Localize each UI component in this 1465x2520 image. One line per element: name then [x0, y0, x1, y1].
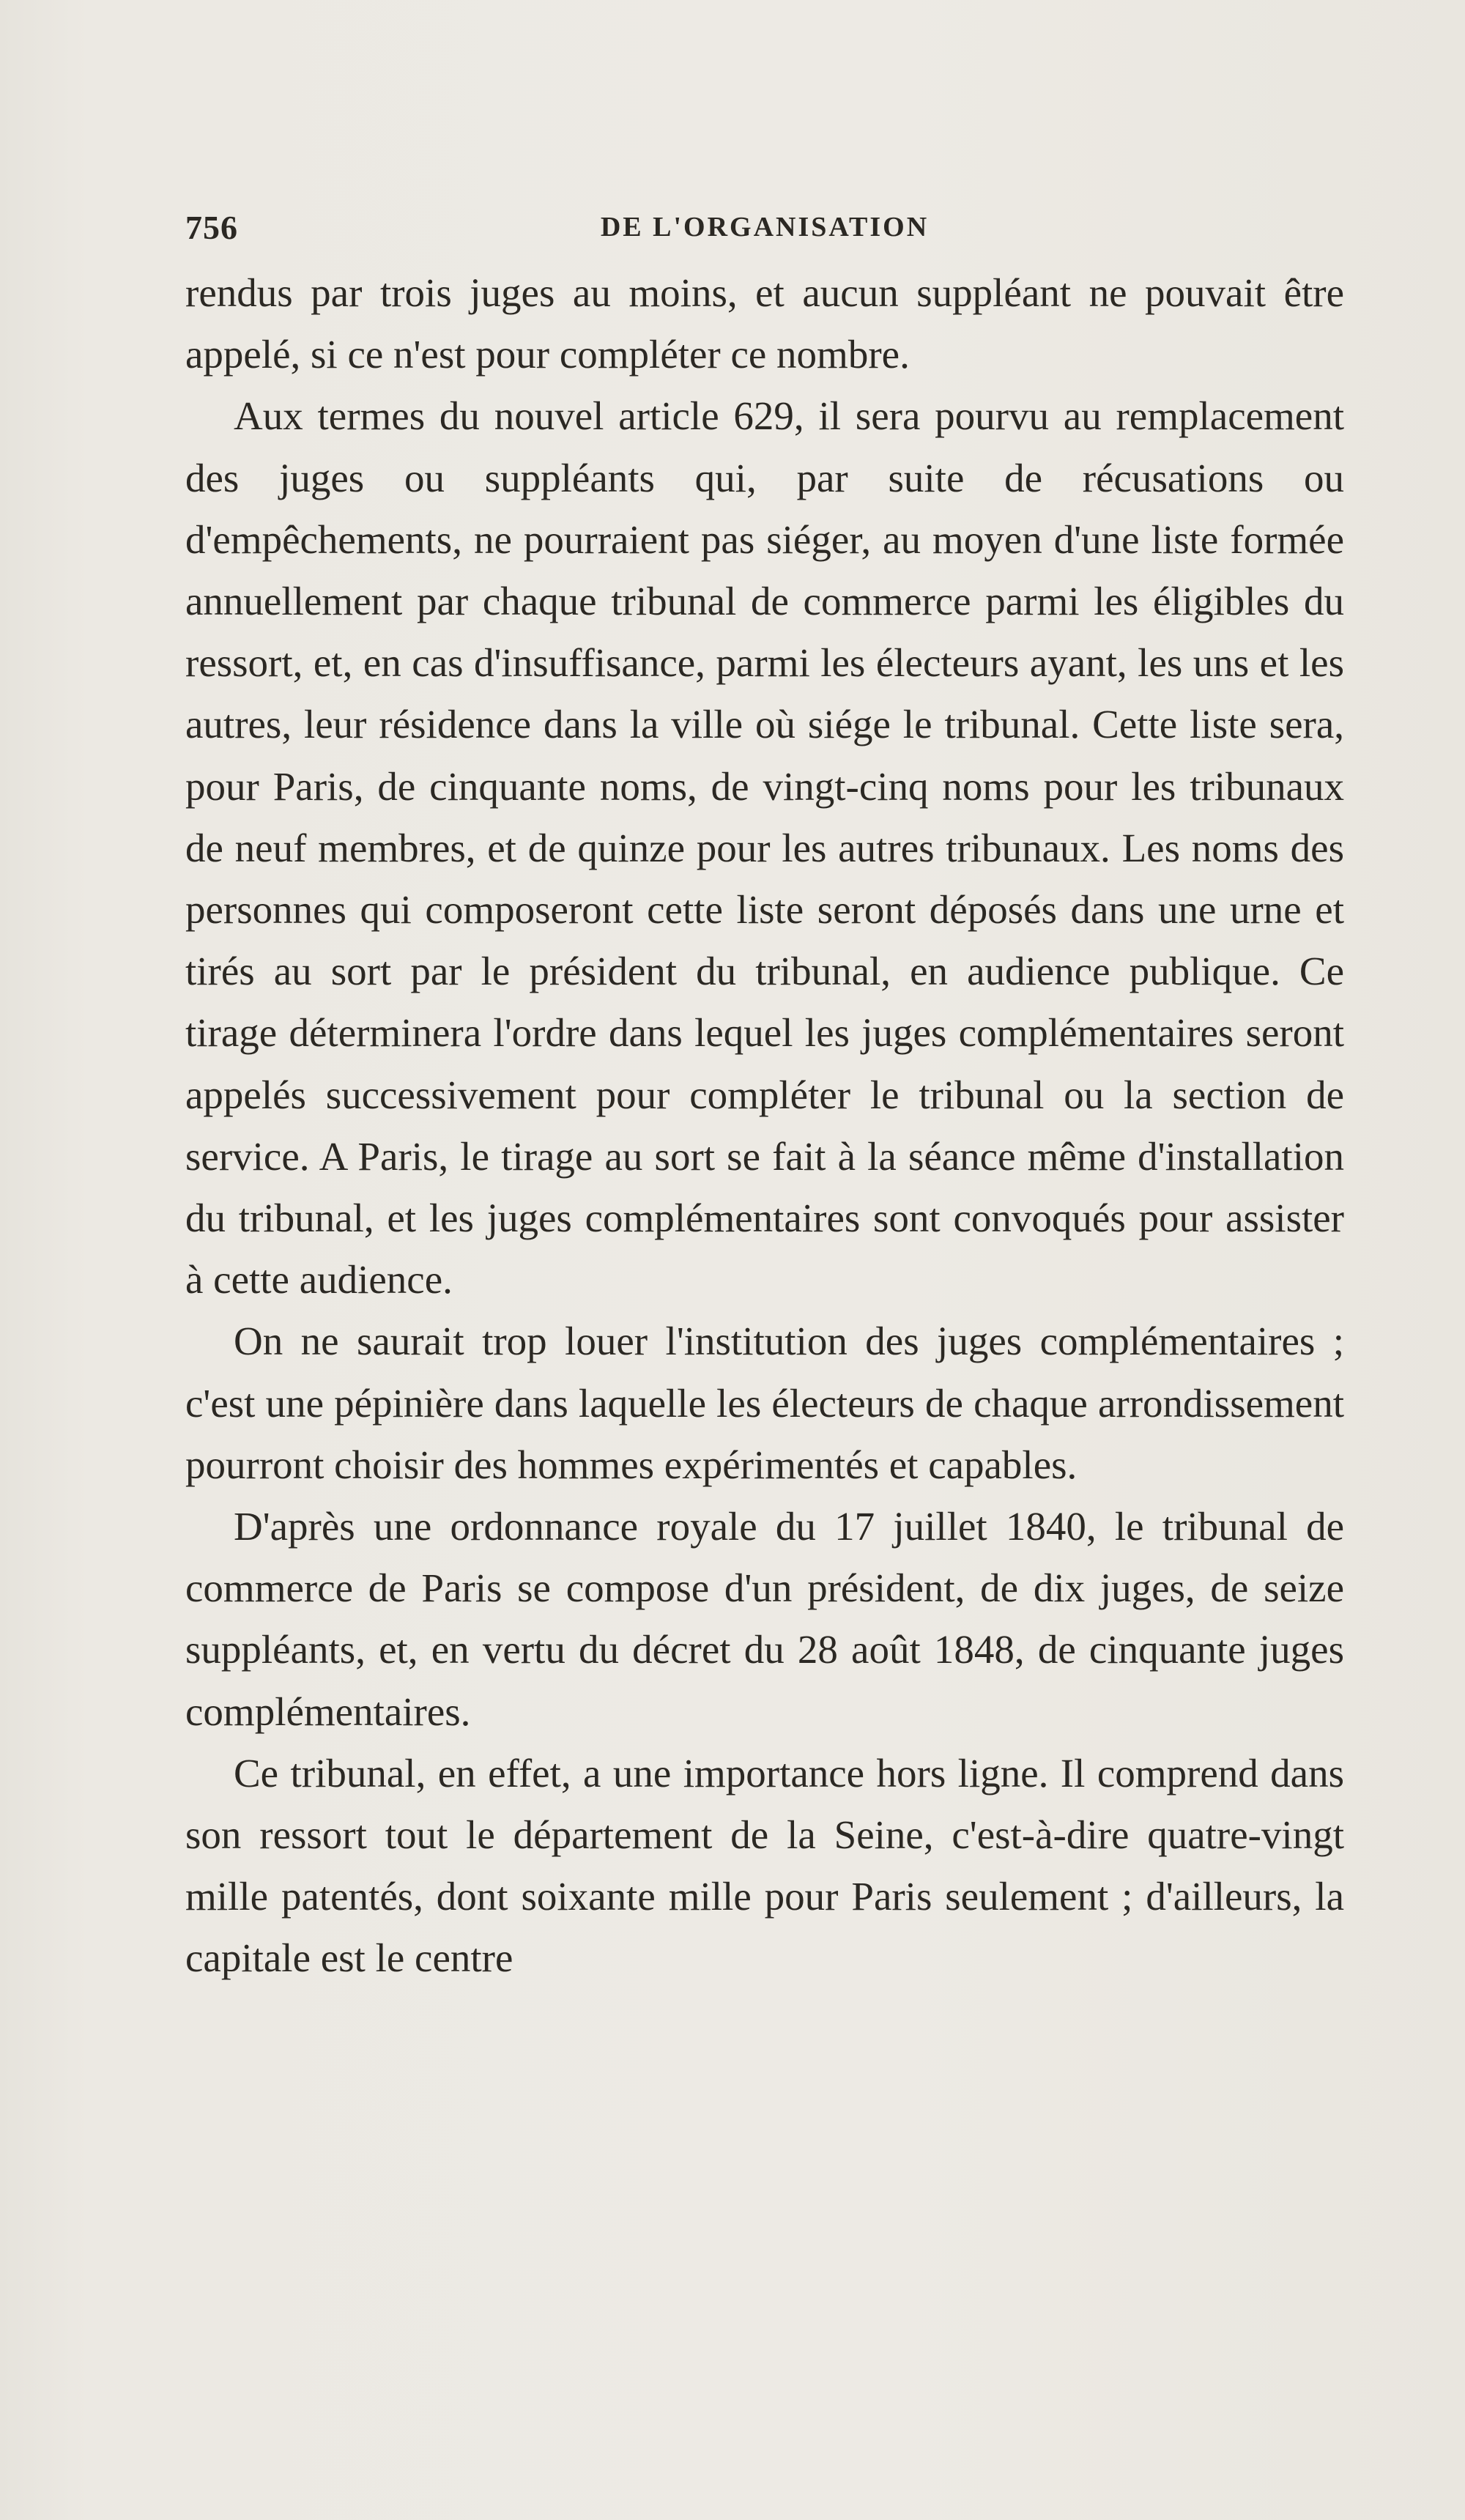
body-text — [185, 262, 1344, 1990]
paragraph: Aux termes du nouvel article 629, il sera pourvu au remplacement des juges ou suppléants qui, par suite de récusations ou d'empêchements, ne pourraient pas siéger, au moyen d'une liste formée annuellement par chaque tribunal de commerce parmi les éligibles du ressort, et, en cas d'insuffisance, parmi les électeurs ayant, les uns et les autres, leur résidence dans la ville où siége le tribunal. Cette liste sera, pour Paris, de cinquante noms, de vingt-cinq noms pour les tribunaux de neuf membres, et de quinze pour les autres tribunaux. Les noms des personnes qui composeront cette liste seront déposés dans une urne et tirés au sort par le président du tribunal, en audience publique. Ce tirage déterminera l'ordre dans lequel les juges complémentaires seront appelés successivement pour compléter le tribunal ou la section de service. A Paris, le tirage au sort se fait à la séance même d'installation du tribunal, et les juges complémentaires sont convoqués pour assister à cette audience. — [185, 393, 1344, 1302]
paragraph: On ne saurait trop louer l'institution des juges complémentaires ; c'est une pépinière dans laquelle les électeurs de chaque arrondissement pourront choisir des hommes expérimentés et capables. — [185, 1319, 1344, 1487]
running-title: DE L'ORGANISATION — [600, 212, 930, 242]
page-header — [185, 208, 1344, 252]
paragraph: D'après une ordonnance royale du 17 juillet 1840, le tribunal de commerce de Paris se compose d'un président, de dix juges, de seize suppléants, et, en vertu du décret du 28 août 1848, de cinquante juges complémentaires. — [185, 1504, 1344, 1734]
page-number: 756 — [185, 209, 238, 246]
paragraph-continued: rendus par trois juges au moins, et aucun suppléant ne pouvait être appelé, si ce n'est pour compléter ce nombre. — [185, 270, 1344, 377]
paragraph: Ce tribunal, en effet, a une importance hors ligne. Il comprend dans son ressort tout le département de la Seine, c'est-à-dire quatre-vingt mille patentés, dont soixante mille pour Paris seulement ; d'ailleurs, la capitale est le centre — [185, 1750, 1344, 1981]
